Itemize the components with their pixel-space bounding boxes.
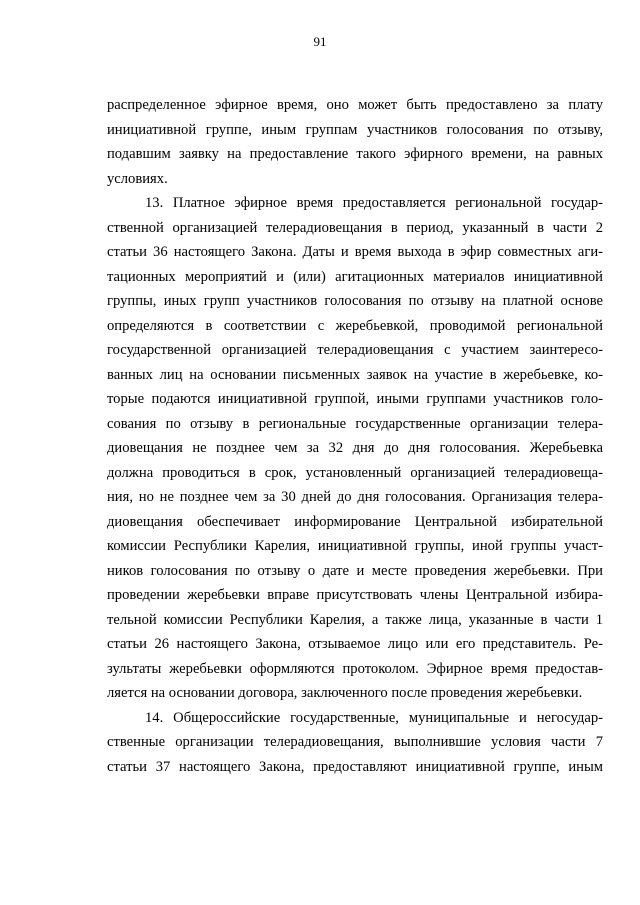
text-line: диовещания не позднее чем за 32 дня до дня голосования. Жеребьевка: [107, 440, 603, 457]
text-line: ния, но не позднее чем за 30 дней до дня голосования. Организация телера-: [107, 489, 603, 506]
text-line: ников голосования по отзыву о дате и месте проведения жеребьевки. При: [107, 562, 603, 579]
text-line: распределенное эфирное время, оно может быть предоставлено за плату: [107, 97, 603, 113]
page-number: 91: [313, 34, 327, 49]
text-line: торые подаются инициативной группой, иными группами участников голо-: [107, 391, 603, 408]
text-line: должна проводиться в срок, установленный организацией телерадиовеща-: [107, 464, 603, 481]
text-line: статьи 26 настоящего Закона, отзываемое лицо или его представитель. Ре-: [107, 636, 603, 653]
text-line: ственной организацией телерадиовещания в период, указанный в части 2: [107, 219, 603, 236]
text-line: статьи 36 настоящего Закона. Даты и время выхода в эфир совместных аги-: [107, 244, 603, 261]
text-line: ляется на основании договора, заключенного после проведения жеребьевки.: [107, 685, 583, 702]
text-line: государственной организацией телерадиовещания с участием заинтересо-: [107, 342, 603, 359]
text-line: тационных мероприятий и (или) агитационных материалов инициативной: [107, 268, 603, 285]
text-line: подавшим заявку на предоставление такого эфирного времени, на равных: [107, 146, 603, 163]
text-line: диовещания обеспечивает информирование Центральной избирательной: [107, 513, 603, 530]
text-line: сования по отзыву в региональные государственные организации телера-: [107, 415, 603, 432]
text-line: условиях.: [107, 170, 168, 187]
text-line: комиссии Республики Карелия, инициативной группы, иной группы участ-: [107, 538, 603, 555]
text-line: зультаты жеребьевки оформляются протоколом. Эфирное время предостав-: [107, 660, 603, 677]
text-line: 13. Платное эфирное время предоставляется региональной государ-: [145, 195, 603, 212]
text-line: группы, иных групп участников голосования по отзыву на платной основе: [107, 293, 603, 310]
text-line: инициативной группе, иным группам участников голосования по отзыву,: [107, 121, 603, 138]
text-line: 14. Общероссийские государственные, муниципальные и негосудар-: [145, 709, 603, 726]
text-line: проведении жеребьевки вправе присутствовать члены Центральной избира-: [107, 587, 603, 604]
text-line: тельной комиссии Республики Карелия, а также лица, указанные в части 1: [107, 611, 603, 628]
text-line: ственные организации телерадиовещания, выполнившие условия части 7: [107, 734, 603, 751]
text-line: определяются в соответствии с жеребьевкой, проводимой региональной: [107, 317, 603, 334]
text-line: ванных лиц на основании письменных заявок на участие в жеребьевке, ко-: [107, 366, 603, 383]
body-text: [107, 93, 603, 779]
text-line: статьи 37 настоящего Закона, предоставляют инициативной группе, иным: [107, 758, 603, 775]
